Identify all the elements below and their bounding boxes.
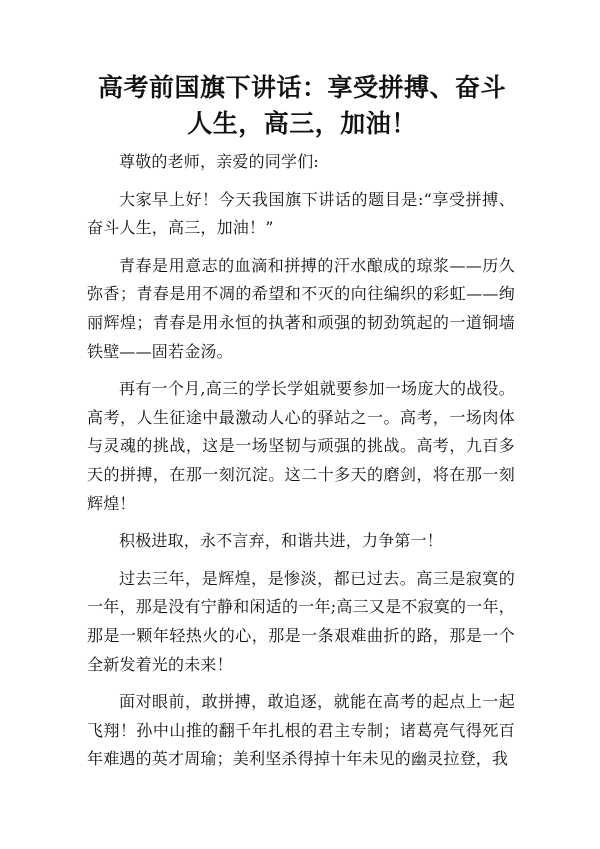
paragraph-youth: 青春是用意志的血滴和拼搏的汗水酿成的琼浆——历久弥香；青春是用不凋的希望和不灭的向往编织的彩虹——绚丽辉煌；青春是用永恒的执著和顽强的韧劲筑起的一道铜墙铁壁——固若金汤。 [87,255,515,361]
paragraph-facing-ahead: 面对眼前，敢拼搏，敢追逐，就能在高考的起点上一起飞翔！孙中山推的翻千年扎根的君主专制；诸葛亮气得死百年难遇的英才周瑜；美利坚杀得掉十年未见的幽灵拉登，我 [87,692,515,769]
paragraph-past-three-years: 过去三年，是辉煌，是惨淡，都已过去。高三是寂寞的一年，那是没有宁静和闲适的一年;高三又是不寂寞的一年，那是一颗年轻热火的心，那是一条艰难曲折的路，那是一个全新发着光的未来！ [87,568,515,674]
page-title: 高考前国旗下讲话：享受拼搏、奋斗人生，高三，加油！ [97,73,506,138]
paragraph-exam: 再有一个月,高三的学长学姐就要参加一场庞大的战役。高考，人生征途中最激动人心的驿站之一。高考，一场肉体与灵魂的挑战，这是一场坚韧与顽强的挑战。高考，九百多天的拼搏，在那一刻沉淀。这二十多天的磨剑，将在那一刻辉煌！ [87,379,515,513]
speech-body [87,148,515,783]
paragraph-intro: 大家早上好！今天我国旗下讲话的题目是:“享受拼搏、奋斗人生，高三，加油！” [87,189,515,238]
paragraph-greeting: 尊敬的老师，亲爱的同学们: [119,152,319,171]
paragraph-motto: 积极进取，永不言弃，和谐共进，力争第一！ [119,531,444,551]
